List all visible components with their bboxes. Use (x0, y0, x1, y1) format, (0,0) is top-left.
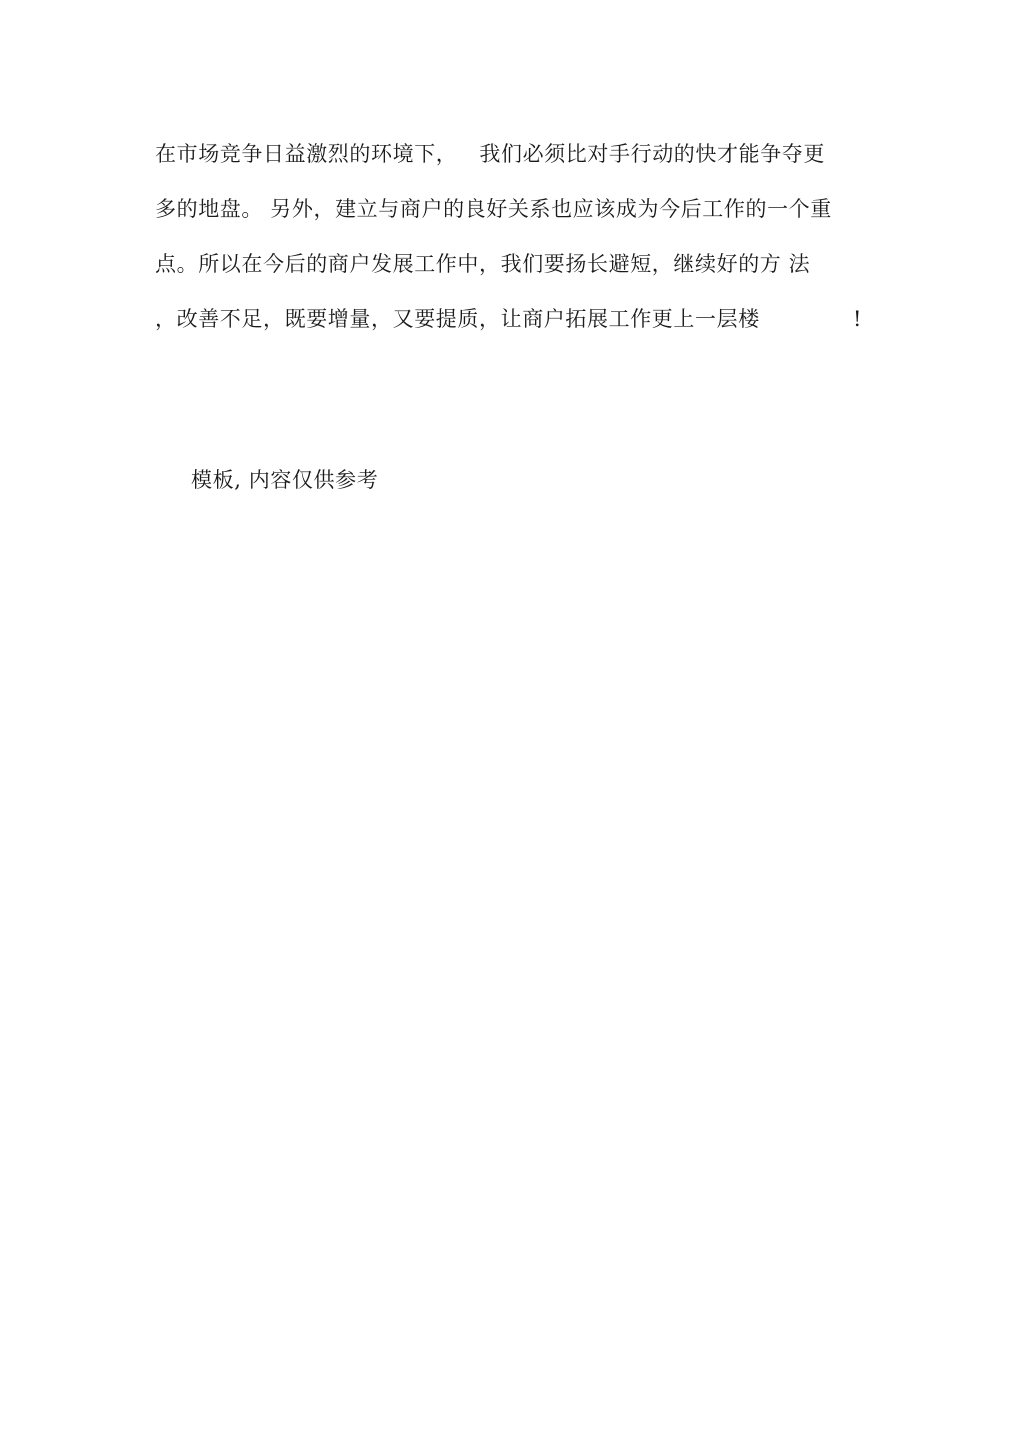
paragraph-line-4: ，改善不足，既要增量，又要提质，让商户拓展工作更上一层楼 (155, 307, 760, 331)
paragraph-line-1-part-a: 在市场竞争日益激烈的环境下， (155, 142, 458, 166)
paragraph-line-2: 多的地盘。 另外，建立与商户的良好关系也应该成为今后工作的一个重 (155, 197, 832, 221)
footer-note: 模板, 内容仅供参考 (191, 468, 379, 492)
paragraph-line-3: 点。所以在今后的商户发展工作中，我们要扬长避短，继续好的方 法 (155, 252, 811, 276)
paragraph-line-1 (155, 140, 825, 168)
paragraph-line-1-part-b: 我们必须比对手行动的快才能争夺更 (479, 142, 826, 166)
paragraph-exclamation: ! (853, 307, 862, 331)
